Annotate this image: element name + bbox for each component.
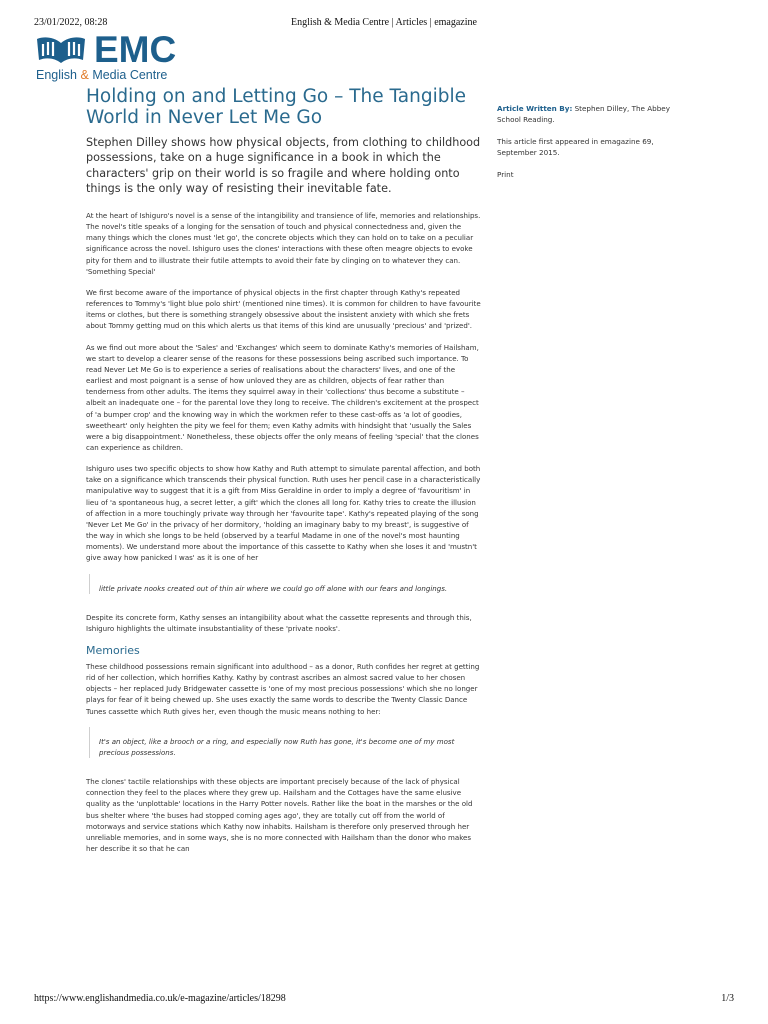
body-paragraph: Ishiguro uses two specific objects to show how Kathy and Ruth attempt to simulate parental affection, and both take on a significance which transcends their physical function. Ruth uses her pencil case in a characteristically manipulative way to suggest that it is a gift from Miss Geraldine in order to imply a degree of 'favouritism' in lieu of 'a spontaneous hug, a secret letter, a gift' which the clones all long for. Kathy tries to create the illusion of affection in a more touchingly private way through her 'favourite tape'. Kathy's repeated playing of the song 'Never Let Me Go' in the privacy of her dormitory, 'holding an imaginary baby to my breast', is suggestive of the way in which she longs to be held (observed by a tearful Madame in one of the novel's most haunting moments). We understand more about the importance of this cassette to Kathy when she loses it and 'mustn't give away how panicked I was' as it is one of her: [86, 464, 481, 563]
block-quote: [89, 574, 481, 594]
article-sidebar: [497, 103, 675, 191]
print-footer: [34, 993, 734, 1007]
block-quote: [89, 727, 481, 758]
emc-logo[interactable]: [36, 29, 186, 84]
print-page-title: English & Media Centre | Articles | emagazine: [291, 17, 477, 28]
body-paragraph: As we find out more about the 'Sales' and 'Exchanges' which seem to dominate Kathy's memories of Hailsham, we start to develop a clearer sense of the reasons for these possessions being ascribed such importance. To read Never Let Me Go is to experience a series of realisations about the characters' lives, and one of the earliest and most poignant is a sense of how unloved they are as children, objects of fear rather than tenderness from other adults. The items they squirrel away in their 'collections' thus become a substitute – albeit an inadequate one – for the parental love they long to receive. The children's excitement at the prospect of 'a bumper crop' and the knowing way in which the workmen refer to these cast-offs as 'a lot of goodies, sweetheart' only heighten the pity we feel for them; even Kathy admits with hindsight that 'usually the Sales were a big disappointment.' Nonetheless, these objects offer the only means of feeling 'special' that the clones can experience as children.: [86, 342, 479, 452]
article-body: [86, 210, 481, 864]
article-title: Holding on and Letting Go – The Tangible World in Never Let Me Go: [86, 86, 466, 128]
quote-text: little private nooks created out of thin air where we could go off alone with our fears and longings.: [99, 583, 448, 593]
body-paragraph: At the heart of Ishiguro's novel is a sense of the intangibility and transience of life, memories and relationships. The novel's title speaks of a longing for the sensation of touch and physical connectedness and, given the many things which the clones must 'let go', the concrete objects which they can hold on to take on a peculiar significance across the novel. Ishiguro uses the clones' interactions with these often meagre objects to evoke pity for them and to illustrate their futile attempts to avoid their fate by clinging on to whatever they can. 'Something Special': [86, 211, 481, 276]
logo-subtitle: English & Media Centre: [36, 68, 168, 82]
body-paragraph: We first become aware of the importance of physical objects in the first chapter through Kathy's repeated references to Tommy's 'light blue polo shirt' (mentioned nine times). It is common for children to have favourite items or clothes, but there is something strangely obsessive about the insistent anxiety with which she frets about Tommy getting mud on this which alerts us that items of this kind are unusually 'precious' and 'prized'.: [86, 287, 481, 331]
article-standfirst: Stephen Dilley shows how physical objects, from clothing to childhood possessions, take on a huge significance in a book in which the characters' grip on their world is so fragile and where holding onto things is the only way of resisting their inevitable fate.: [86, 136, 481, 195]
body-paragraph: Despite its concrete form, Kathy senses an intangibility about what the cassette represents and through this, Ishiguro highlights the ultimate insubstantiality of these 'private nooks'.: [86, 612, 472, 633]
quote-text: It's an object, like a brooch or a ring, and especially now Ruth has gone, it's become one of my most precious possessions.: [99, 736, 455, 757]
author-info: [497, 103, 675, 125]
publication-note: This article first appeared in emagazine 69, September 2015.: [497, 137, 654, 157]
open-book-icon: [36, 34, 86, 68]
section-heading: Memories: [86, 644, 140, 657]
inline-subheading: 'Something Special': [86, 266, 156, 276]
print-url: https://www.englishandmedia.co.uk/e-magazine/articles/18298: [34, 993, 286, 1004]
body-paragraph: The clones' tactile relationships with these objects are important precisely because of the lack of physical connection they feel to the places where they grew up. Hailsham and the Cottages have the same elusive quality as the 'unplottable' locations in the Harry Potter novels. Rather like the boat in the marshes or the old bus shelter where 'the buses had stopped coming ages ago', they are totally cut off from the world of motorways and service stations which Kathy now inhabits. Hailsham is therefore only preserved through her unreliable memories, and in some ways, she is no more connected with Hailsham than the donor who makes her describe it so that he can: [86, 777, 473, 854]
logo-wordmark: EMC: [94, 29, 177, 70]
body-paragraph: These childhood possessions remain significant into adulthood – as a donor, Ruth confides her regret at getting rid of her collection, which horrifies Kathy. Kathy by contrast ascribes an almost sacred value to her chosen objects – her replaced Judy Bridgewater cassette is 'one of my most precious possessions' which she no longer plays for fear of it being chewed up. She uses exactly the same words to describe the Twenty Classic Dance Tunes cassette which Ruth gives her, even though the music means nothing to her:: [86, 662, 480, 716]
print-link[interactable]: Print: [497, 170, 514, 179]
author-label: Article Written By:: [497, 104, 573, 113]
print-datetime: 23/01/2022, 08:28: [34, 17, 108, 28]
print-page-number: 1/3: [721, 993, 734, 1004]
author-value: Stephen Dilley, The Abbey School Reading.: [497, 104, 670, 124]
